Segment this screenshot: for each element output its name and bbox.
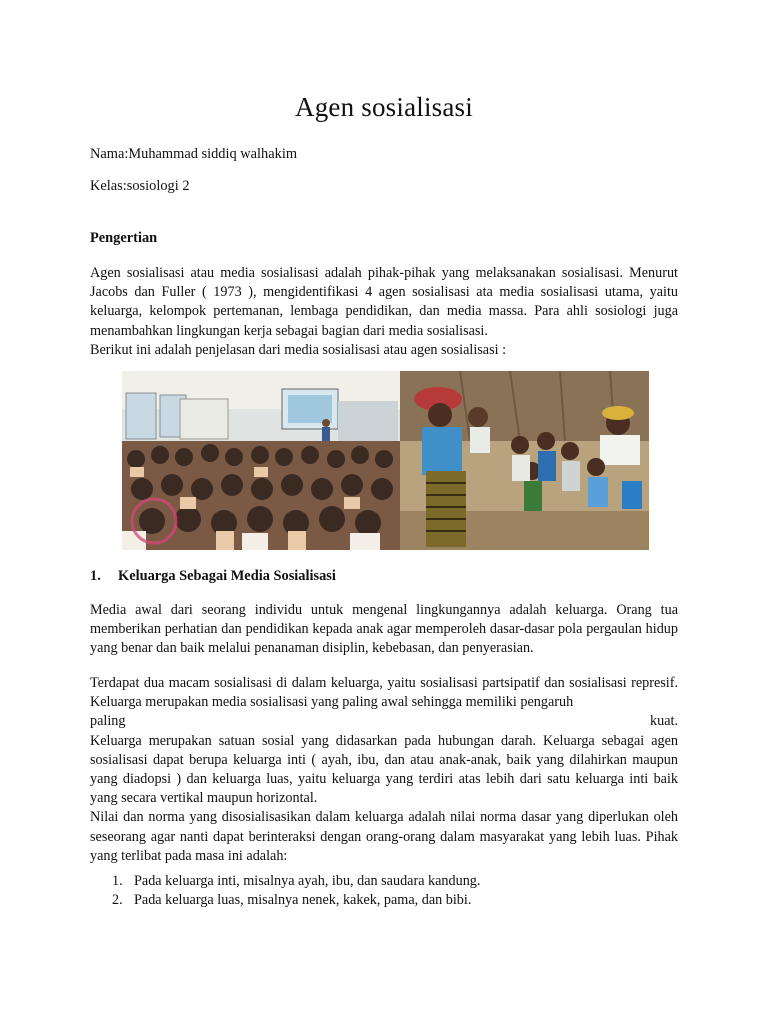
section1-list bbox=[112, 872, 480, 910]
student-name: Nama:Muhammad siddiq walhakim bbox=[90, 146, 298, 162]
section1-number: 1. bbox=[90, 568, 101, 584]
section1-para1: Media awal dari seorang individu untuk mengenal lingkungannya adalah keluarga. Orang tua memberikan perhatian dan pendidikan kepada anak agar memperoleh dasar-dasar pola pergaulan hidup yang benar dan baik melalui penanaman disiplin, kebebasan, dan penyerasian. bbox=[90, 602, 678, 657]
student-class: Kelas:sosiologi 2 bbox=[90, 178, 190, 194]
section1-heading bbox=[90, 568, 336, 585]
section1-title: Keluarga Sebagai Media Sosialisasi bbox=[118, 568, 336, 584]
section1-para4: Nilai dan norma yang disosialisasikan dalam keluarga adalah nilai norma dasar yang diperlukan oleh seseorang agar nanti dapat berinteraksi dengan orang-orang dalam masyarakat yang lebih luas. Pihak yang terlibat pada masa ini adalah: bbox=[90, 809, 678, 864]
list-item-number: 1. bbox=[112, 873, 123, 889]
document-title: Agen sosialisasi bbox=[295, 92, 473, 122]
family-photo-drawing bbox=[400, 371, 649, 550]
section-heading-pengertian: Pengertian bbox=[90, 230, 158, 246]
intro-next-line: Berikut ini adalah penjelasan dari media sosialisasi atau agen sosialisasi : bbox=[90, 341, 507, 358]
section1-para2: Terdapat dua macam sosialisasi di dalam keluarga, yaitu sosialisasi partsipatif dan sosialisasi represif. Keluarga merupakan media sosialisasi yang paling awal sehingga memiliki pengaruh bbox=[90, 675, 678, 711]
list-item-number: 2. bbox=[112, 892, 123, 908]
classroom-photo bbox=[122, 371, 400, 550]
list-item-text: Pada keluarga luas, misalnya nenek, kakek, pama, dan bibi. bbox=[134, 892, 472, 908]
classroom-photo-drawing bbox=[122, 371, 400, 550]
section1-paragraph-2 bbox=[90, 674, 678, 866]
photo-strip bbox=[122, 371, 649, 550]
section1-para3: Keluarga merupakan satuan sosial yang didasarkan pada hubungan darah. Keluarga sebagai agen sosialisasi dapat berupa keluarga inti ( ayah, ibu, dan atau anak-anak, baik yang dilahirkan maupun yang diadopsi ) dan keluarga luas, yaitu keluarga yang terdiri atas lebih dari satu keluarga inti baik yang secara vertikal maupun horizontal. bbox=[90, 732, 678, 807]
intro-paragraph: Agen sosialisasi atau media sosialisasi adalah pihak-pihak yang melaksanakan sosialisasi. Menurut Jacobs dan Fuller ( 1973 ), mengidentifikasi 4 agen sosialisasi ata media sosialisasi utama, yaitu keluarga, kelompok pertemanan, lembaga pendidikan, dan media massa. Para ahli sosiologi juga menambahkan lingkungan kerja sebagai bagian dari media sosialisasi. bbox=[90, 265, 678, 339]
list-item bbox=[112, 891, 480, 910]
section1-para2-last-line bbox=[90, 712, 678, 731]
list-item-text: Pada keluarga inti, misalnya ayah, ibu, dan saudara kandung. bbox=[134, 873, 481, 889]
list-item bbox=[112, 872, 480, 891]
family-photo bbox=[400, 371, 649, 550]
section1-para2-right: kuat. bbox=[650, 713, 678, 730]
section1-para2-left: paling bbox=[90, 713, 126, 730]
section1-paragraph-1 bbox=[90, 601, 678, 659]
intro-paragraph-block bbox=[90, 264, 678, 360]
